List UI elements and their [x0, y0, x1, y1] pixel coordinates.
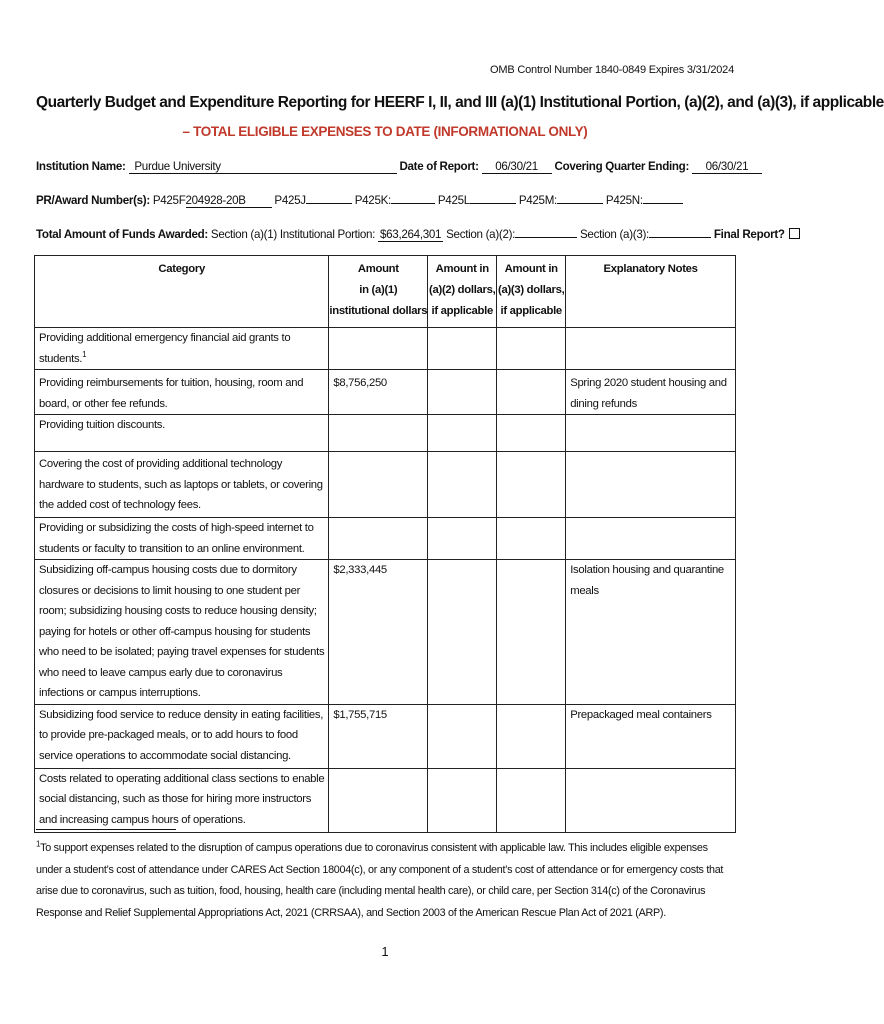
- p425l-blank: [470, 192, 516, 204]
- row-amount-a3[interactable]: [497, 560, 566, 705]
- p425k-blank: [391, 192, 435, 204]
- table-header-row: [35, 256, 736, 328]
- p425f-value: 204928-20B: [186, 194, 272, 208]
- quarter-value: 06/30/21: [692, 160, 762, 174]
- p425j-label: P425J: [274, 194, 306, 207]
- institution-label: Institution Name:: [36, 160, 126, 173]
- row-amount-a1[interactable]: [329, 328, 428, 370]
- budget-table: [34, 255, 736, 833]
- omb-control-number: OMB Control Number 1840-0849 Expires 3/31/2024: [490, 64, 734, 76]
- final-report-label: Final Report?: [713, 228, 785, 241]
- footnote: [36, 838, 736, 924]
- total-label: Total Amount of Funds Awarded:: [36, 228, 208, 241]
- table-row: [35, 518, 736, 560]
- p425k-label: P425K:: [354, 194, 391, 207]
- form-subtitle: – TOTAL ELIGIBLE EXPENSES TO DATE (INFORMATIONAL ONLY): [182, 124, 588, 139]
- institution-value: Purdue University: [129, 160, 397, 174]
- row-category: Subsidizing food service to reduce density in eating facilities, to provide pre-packaged meals, or to add hours to food service operations to accommodate social distancing.: [35, 704, 329, 768]
- row-amount-a2[interactable]: [428, 768, 497, 832]
- header-category: Category: [35, 256, 329, 328]
- row-amount-a3[interactable]: [497, 415, 566, 452]
- a2-blank: [515, 226, 577, 238]
- row-amount-a2[interactable]: [428, 560, 497, 705]
- award-label: PR/Award Number(s):: [36, 194, 150, 207]
- row-category: Providing additional emergency financial aid grants to students.$^1$: [35, 328, 329, 370]
- p425n-blank: [643, 192, 683, 204]
- header-amount-a3: Amount in (a)(3) dollars, if applicable: [497, 256, 566, 328]
- row-amount-a1[interactable]: $2,333,445: [329, 560, 428, 705]
- row-category: Subsidizing off-campus housing costs due to dormitory closures or decisions to limit housing to one student per room; subsidizing housing costs to reduce housing density; paying for hotels or other off-campus housing for students who need to be isolated; paying travel expenses for students who need to leave campus early due to coronavirus infections or campus interruptions.: [35, 560, 329, 705]
- row-amount-a1[interactable]: [329, 768, 428, 832]
- award-numbers-line: [36, 192, 683, 208]
- row-amount-a3[interactable]: [497, 768, 566, 832]
- p425j-blank: [306, 192, 352, 204]
- row-amount-a1[interactable]: [329, 452, 428, 518]
- row-amount-a1[interactable]: $8,756,250: [329, 370, 428, 415]
- p425m-label: P425M:: [518, 194, 557, 207]
- row-amount-a3[interactable]: [497, 370, 566, 415]
- final-report-checkbox[interactable]: [789, 228, 800, 239]
- row-notes[interactable]: [566, 768, 736, 832]
- row-amount-a2[interactable]: [428, 518, 497, 560]
- row-notes[interactable]: [566, 415, 736, 452]
- footnote-marker: 1: [36, 839, 41, 849]
- row-category: Providing or subsidizing the costs of high-speed internet to students or faculty to transition to an online environment.: [35, 518, 329, 560]
- table-row: [35, 415, 736, 452]
- row-amount-a2[interactable]: [428, 328, 497, 370]
- row-category: Providing tuition discounts.: [35, 415, 329, 452]
- row-category: Providing reimbursements for tuition, housing, room and board, or other fee refunds.: [35, 370, 329, 415]
- quarter-label: Covering Quarter Ending:: [554, 160, 690, 173]
- footnote-text: To support expenses related to the disruption of campus operations due to coronavirus consistent with applicable law. This includes eligible expenses under a student’s cost of attendance under CARES Act Section 18004(c), or any component of a student’s cost of attendance or for emergency costs that arise due to coronavirus, such as tuition, food, housing, health care (including mental health care), or child care, per Section 314(c) of the Coronavirus Response and Relief Supplemental Appropriations Act, 2021 (CRRSAA), and Section 2003 of the American Rescue Plan Act of 2021 (ARP).: [36, 842, 724, 919]
- institution-line: [36, 160, 762, 174]
- row-amount-a3[interactable]: [497, 452, 566, 518]
- header-notes: Explanatory Notes: [566, 256, 736, 328]
- row-amount-a1[interactable]: [329, 415, 428, 452]
- a3-label: Section (a)(3):: [580, 228, 649, 241]
- a1-label: Section (a)(1) Institutional Portion:: [210, 228, 376, 241]
- table-row: [35, 452, 736, 518]
- header-amount-a1: Amount in (a)(1) institutional dollars: [329, 256, 428, 328]
- date-label: Date of Report:: [399, 160, 479, 173]
- row-notes[interactable]: Prepackaged meal containers: [566, 704, 736, 768]
- total-funds-line: [36, 226, 800, 242]
- p425f-label: P425F: [152, 194, 186, 207]
- p425m-blank: [557, 192, 603, 204]
- row-amount-a1[interactable]: $1,755,715: [329, 704, 428, 768]
- date-value: 06/30/21: [482, 160, 552, 174]
- row-notes[interactable]: Isolation housing and quarantine meals: [566, 560, 736, 705]
- row-amount-a2[interactable]: [428, 415, 497, 452]
- row-amount-a2[interactable]: [428, 370, 497, 415]
- form-title: Quarterly Budget and Expenditure Reporting for HEERF I, II, and III (a)(1) Institutional Portion, (a)(2), and (a)(3), if applicable: [36, 94, 884, 111]
- a1-value: $63,264,301: [380, 228, 442, 241]
- row-amount-a1[interactable]: [329, 518, 428, 560]
- row-category: Covering the cost of providing additional technology hardware to students, such as laptops or tablets, or covering the added cost of technology fees.: [35, 452, 329, 518]
- row-notes[interactable]: Spring 2020 student housing and dining refunds: [566, 370, 736, 415]
- row-notes[interactable]: [566, 518, 736, 560]
- header-amount-a2: Amount in (a)(2) dollars, if applicable: [428, 256, 497, 328]
- footnote-divider: [36, 829, 176, 830]
- p425l-label: P425L: [437, 194, 470, 207]
- table-row: [35, 704, 736, 768]
- table-row: [35, 768, 736, 832]
- row-amount-a2[interactable]: [428, 704, 497, 768]
- row-amount-a3[interactable]: [497, 328, 566, 370]
- row-amount-a3[interactable]: [497, 518, 566, 560]
- a2-label: Section (a)(2):: [446, 228, 516, 241]
- table-row: [35, 560, 736, 705]
- row-amount-a2[interactable]: [428, 452, 497, 518]
- page-number: 1: [381, 944, 389, 959]
- row-amount-a3[interactable]: [497, 704, 566, 768]
- row-notes[interactable]: [566, 328, 736, 370]
- table-row: [35, 370, 736, 415]
- row-notes[interactable]: [566, 452, 736, 518]
- p425n-label: P425N:: [605, 194, 643, 207]
- table-row: [35, 328, 736, 370]
- row-category: Costs related to operating additional class sections to enable social distancing, such as those for hiring more instructors and increasing campus hours of operations.: [35, 768, 329, 832]
- a3-blank: [649, 226, 711, 238]
